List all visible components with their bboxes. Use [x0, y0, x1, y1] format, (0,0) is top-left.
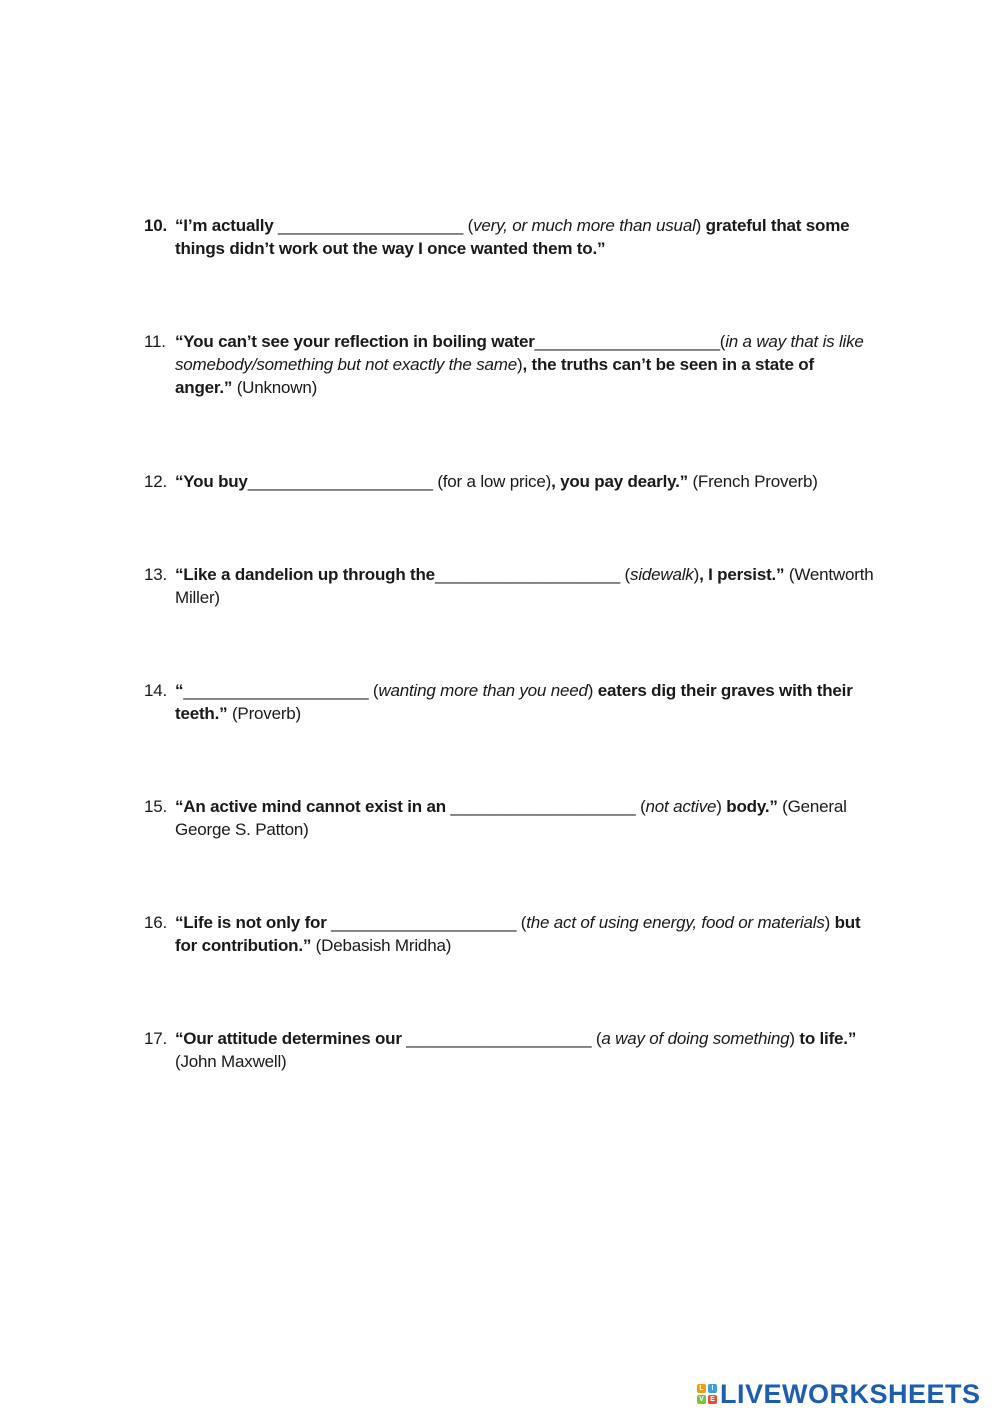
- answer-blank[interactable]: ____________________: [450, 797, 636, 816]
- question-15: [144, 795, 874, 841]
- hint-text: in a way that is like somebody/something but not exactly the same: [175, 332, 864, 374]
- question-number: 12.: [144, 472, 168, 491]
- liveworksheets-logo[interactable]: [697, 1379, 981, 1409]
- question-text: [175, 911, 874, 957]
- quote-text: body.”: [726, 797, 778, 816]
- answer-blank[interactable]: ____________________: [331, 913, 517, 932]
- question-text: [175, 679, 874, 725]
- quote-text: “Life is not only for: [175, 913, 332, 932]
- quote-text: “I’m actually: [175, 216, 279, 235]
- hint-paren: ): [695, 216, 706, 235]
- hint-paren: (: [463, 216, 474, 235]
- answer-blank[interactable]: ____________________: [406, 1029, 592, 1048]
- quote-text: eaters dig their graves with their teeth.”: [175, 681, 853, 723]
- question-text: [175, 330, 874, 399]
- question-text: [175, 1027, 874, 1073]
- question-14: [144, 679, 874, 725]
- quote-text: “An active mind cannot exist in an: [175, 797, 451, 816]
- hint-paren: ): [789, 1029, 800, 1048]
- quote-author: (French Proverb): [687, 472, 818, 491]
- quote-text: grateful that some things didn’t work out the way I once wanted them to.”: [175, 216, 850, 258]
- quote-text: but for contribution.”: [175, 913, 861, 955]
- question-17: [144, 1027, 874, 1073]
- quote-author: (John Maxwell): [175, 1052, 287, 1071]
- question-text: [175, 470, 874, 493]
- logo-mark-letter: V: [697, 1395, 706, 1404]
- logo-mark-letter: I: [708, 1384, 717, 1393]
- question-11: [144, 330, 874, 399]
- quote-text: “You can’t see your reflection in boiling water: [175, 332, 535, 351]
- quote-text: “Like a dandelion up through the: [175, 565, 435, 584]
- logo-mark-letter: E: [708, 1395, 717, 1404]
- quote-text: “You buy: [175, 472, 248, 491]
- quote-author: (Debasish Mridha): [311, 936, 452, 955]
- question-number: 16.: [144, 913, 168, 932]
- question-text: [175, 214, 874, 260]
- question-number: 13.: [144, 565, 168, 584]
- quote-author: (General George S. Patton): [175, 797, 847, 839]
- hint-text: the act of using energy, food or materials: [526, 913, 825, 932]
- hint-paren: ): [716, 797, 727, 816]
- quote-text: , the truths can’t be seen in a state of anger.”: [175, 355, 814, 397]
- logo-mark-icon: [697, 1384, 717, 1404]
- hint-paren: (: [516, 913, 527, 932]
- answer-blank[interactable]: ____________________: [247, 472, 433, 491]
- question-number: 14.: [144, 681, 168, 700]
- hint-paren: (: [591, 1029, 602, 1048]
- hint-paren: (: [620, 565, 631, 584]
- quote-text: “: [175, 681, 184, 700]
- quote-author: (Wentworth Miller): [175, 565, 874, 607]
- quote-text: , I persist.”: [699, 565, 785, 584]
- hint-paren: (: [635, 797, 646, 816]
- hint-text: (for a low price): [432, 472, 552, 491]
- question-number: 11.: [144, 332, 166, 351]
- question-13: [144, 563, 874, 609]
- answer-blank[interactable]: ____________________: [183, 681, 369, 700]
- answer-blank[interactable]: ____________________: [434, 565, 621, 584]
- logo-text: LIVEWORKSHEETS: [720, 1378, 981, 1409]
- question-text: [175, 795, 874, 841]
- hint-paren: ): [824, 913, 835, 932]
- hint-paren: (: [368, 681, 379, 700]
- quote-author: (Proverb): [227, 704, 302, 723]
- question-16: [144, 911, 874, 957]
- question-text: [175, 563, 874, 609]
- quote-text: , you pay dearly.”: [551, 472, 688, 491]
- hint-text: a way of doing something: [601, 1029, 790, 1048]
- hint-text: sidewalk: [630, 565, 694, 584]
- answer-blank[interactable]: ____________________: [278, 216, 464, 235]
- question-12: [144, 470, 874, 493]
- quote-text: to life.”: [799, 1029, 857, 1048]
- hint-text: very, or much more than usual: [473, 216, 696, 235]
- question-number: 15.: [144, 797, 168, 816]
- hint-paren: ): [516, 355, 523, 374]
- answer-blank[interactable]: ____________________: [534, 332, 720, 351]
- quote-text: “Our attitude determines our: [175, 1029, 407, 1048]
- question-number: 10.: [144, 216, 168, 235]
- hint-paren: ): [693, 565, 700, 584]
- hint-text: wanting more than you need: [378, 681, 588, 700]
- hint-text: not active: [645, 797, 717, 816]
- logo-mark-letter: L: [697, 1384, 706, 1393]
- hint-paren: ): [587, 681, 598, 700]
- quote-author: (Unknown): [232, 378, 318, 397]
- question-number: 17.: [144, 1029, 168, 1048]
- question-10: [144, 214, 874, 260]
- hint-paren: (: [719, 332, 726, 351]
